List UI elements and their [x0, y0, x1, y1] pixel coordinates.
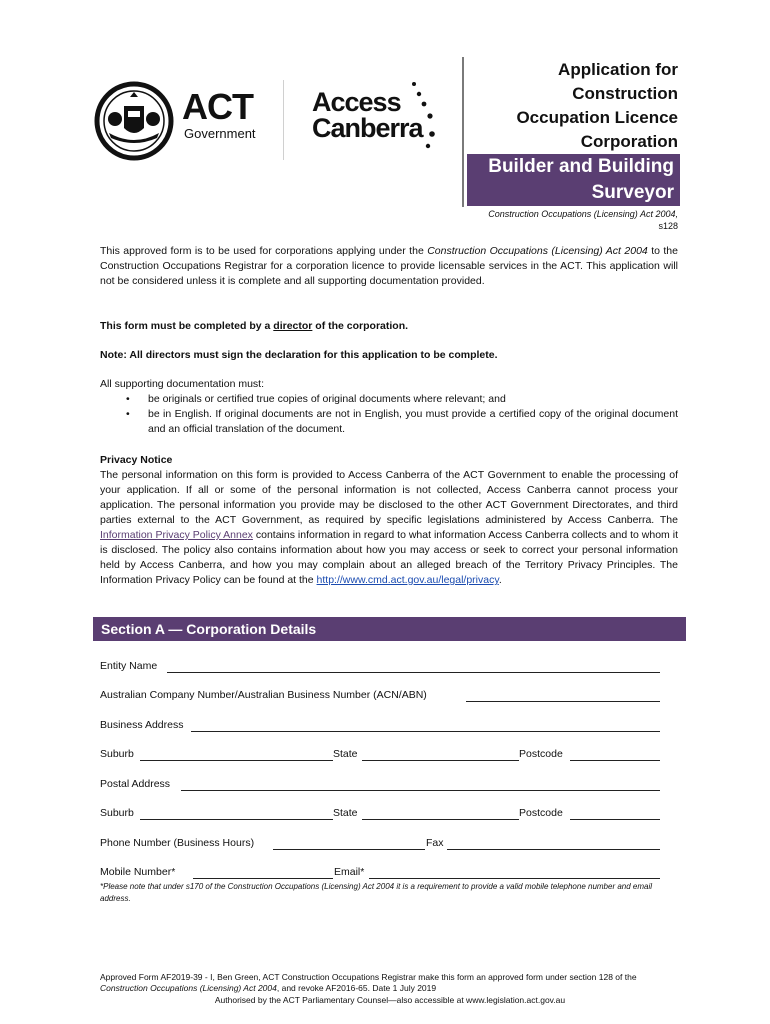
- postal-address-label: Postal Address: [100, 778, 171, 790]
- postcode-label: Postcode: [519, 748, 563, 760]
- entity-name-row: [100, 659, 660, 675]
- intro-act-title: Construction Occupations (Licensing) Act 2004: [427, 245, 648, 257]
- privacy-annex-link[interactable]: Information Privacy Policy Annex: [100, 529, 253, 541]
- postal-address-row: [100, 777, 660, 793]
- act-logo-subtext: Government: [184, 126, 256, 141]
- director-word: director: [273, 320, 313, 332]
- privacy-url-link[interactable]: http://www.cmd.act.gov.au/legal/privacy: [316, 574, 499, 586]
- intro-paragraph: [100, 244, 678, 289]
- suburb-field[interactable]: [140, 819, 333, 820]
- act-logo-text: ACT: [182, 86, 253, 127]
- postal-address-field[interactable]: [181, 790, 660, 791]
- state-label: State: [333, 807, 358, 819]
- privacy-paragraph: The personal information on this form is provided to Access Canberra of the ACT Government to enable the processing of your application. If all or some of the personal information is not collected, Access Canberra cannot process your application. The personal information you provide may be disclosed to the other ACT Government Directorates, and third parties external to the ACT Government, as required by specific legislations administered by Access Canberra. The Information Privacy Policy Annex contains information in regard to what information Access Canberra collects and to whom it is disclosed. The policy also contains information about how you may access or seek to correct your personal information held by Access Canberra, and how you may complain about an alleged breach of the Territory Privacy Principles. The Information Privacy Policy can be found at the http://www.cmd.act.gov.au/legal/privacy.: [100, 469, 678, 586]
- state-field[interactable]: [362, 819, 519, 820]
- title-line: Corporation: [580, 132, 678, 151]
- postcode-label: Postcode: [519, 807, 563, 819]
- intro-text: This approved form is to be used for corporations applying under the: [100, 245, 428, 257]
- suburb-field[interactable]: [140, 760, 333, 761]
- business-address-row: [100, 718, 660, 734]
- phone-fax-row: [100, 836, 660, 852]
- logo-divider: [283, 80, 284, 160]
- act-government-logo: [94, 81, 264, 161]
- email-label: Email*: [334, 866, 365, 878]
- access-logo-line2: Canberra: [312, 113, 423, 143]
- footer-text: Approved Form AF2019-39 - I, Ben Green, ACT Construction Occupations Registrar make this form an approved form under section 128 of the: [100, 972, 637, 982]
- authorisation-footer: Authorised by the ACT Parliamentary Counsel—also accessible at www.legislation.act.gov.au: [214, 995, 566, 1005]
- subtitle-line: Builder and Building: [488, 156, 674, 177]
- acn-abn-row: [100, 688, 660, 704]
- privacy-text: The personal information on this form is provided to Access Canberra of the ACT Government to enable the processing of your application. If all or some of the personal information is not collected, Access Canberra cannot process your application. The personal information you provide may be disclosed to the other ACT Government Directorates, and third parties external to the ACT Government, as required by specific legislations administered by Access Canberra. The: [100, 469, 678, 526]
- title-line: Construction: [572, 84, 678, 103]
- phone-field[interactable]: [273, 849, 425, 850]
- privacy-text-cont: contains information in regard to what information Access Canberra collects and to whom it is disclosed. The policy also contains information about how you may access or seek to correct your personal information held by Access Canberra, and how you may complain about an alleged breach of the Territory Privacy Principles. The Information Privacy Policy can be found at the: [100, 529, 678, 586]
- section-a-header: Section A — Corporation Details: [93, 617, 686, 641]
- director-text: This form must be completed by a: [100, 320, 274, 332]
- privacy-heading: Privacy Notice: [100, 454, 173, 466]
- act-crest-icon: [94, 81, 174, 161]
- director-requirement: [100, 319, 678, 334]
- stars-icon: [400, 80, 440, 160]
- title-line: Occupation Licence: [516, 108, 678, 127]
- mobile-email-note: *Please note that under s170 of the Construction Occupations (Licensing) Act 2004 it is a requirement to provide a valid mobile telephone number and email address.: [100, 882, 653, 903]
- footer-act-title: Construction Occupations (Licensing) Act 2004: [100, 983, 277, 993]
- business-suburb-row: [100, 747, 660, 763]
- entity-name-field[interactable]: [167, 672, 660, 673]
- supporting-docs-heading: All supporting documentation must:: [100, 378, 265, 390]
- citation-act: Construction Occupations (Licensing) Act 2004,: [488, 209, 678, 219]
- postcode-field[interactable]: [570, 760, 660, 761]
- acn-abn-label: Australian Company Number/Australian Business Number (ACN/ABN): [100, 689, 427, 701]
- approval-footer: [100, 972, 670, 994]
- access-canberra-logo: [312, 88, 457, 158]
- citation-section: s128: [658, 221, 678, 231]
- title-line: Application for: [558, 60, 678, 79]
- phone-label: Phone Number (Business Hours): [100, 837, 255, 849]
- postal-suburb-row: [100, 806, 660, 822]
- fax-field[interactable]: [447, 849, 660, 850]
- fax-label: Fax: [426, 837, 444, 849]
- list-item: • be in English. If original documents are not in English, you must provide a certified copy of the original document and an official translation of the document.: [126, 408, 678, 435]
- director-text-cont: of the corporation.: [312, 320, 409, 332]
- access-logo-line1: Access: [312, 87, 401, 117]
- legislation-citation: [488, 208, 678, 232]
- form-title: [516, 58, 678, 154]
- mobile-label: Mobile Number*: [100, 866, 176, 878]
- state-field[interactable]: [362, 760, 519, 761]
- subtitle-line: Surveyor: [591, 182, 674, 203]
- suburb-label: Suburb: [100, 807, 134, 819]
- intro-text-cont: to the Construction Occupations Registrar for a corporation licence to provide licensable services in the ACT. This application will not be considered unless it is complete and all supporting documentation provided.: [100, 245, 678, 287]
- mobile-field[interactable]: [193, 878, 333, 879]
- supporting-docs-list: [100, 392, 678, 437]
- footer-text-cont: , and revoke AF2016-65. Date 1 July 2019: [276, 983, 437, 993]
- business-address-field[interactable]: [191, 731, 660, 732]
- list-item: • be originals or certified true copies of original documents where relevant; and: [126, 393, 506, 405]
- mobile-email-row: [100, 865, 660, 881]
- email-field[interactable]: [369, 878, 660, 879]
- acn-abn-field[interactable]: [466, 701, 660, 702]
- form-subtitle-banner: [467, 154, 680, 206]
- business-address-label: Business Address: [100, 719, 184, 731]
- postcode-field[interactable]: [570, 819, 660, 820]
- state-label: State: [333, 748, 358, 760]
- suburb-label: Suburb: [100, 748, 134, 760]
- header-divider: [462, 57, 464, 207]
- entity-name-label: Entity Name: [100, 660, 158, 672]
- directors-note: Note: All directors must sign the declaration for this application to be complete.: [100, 349, 498, 361]
